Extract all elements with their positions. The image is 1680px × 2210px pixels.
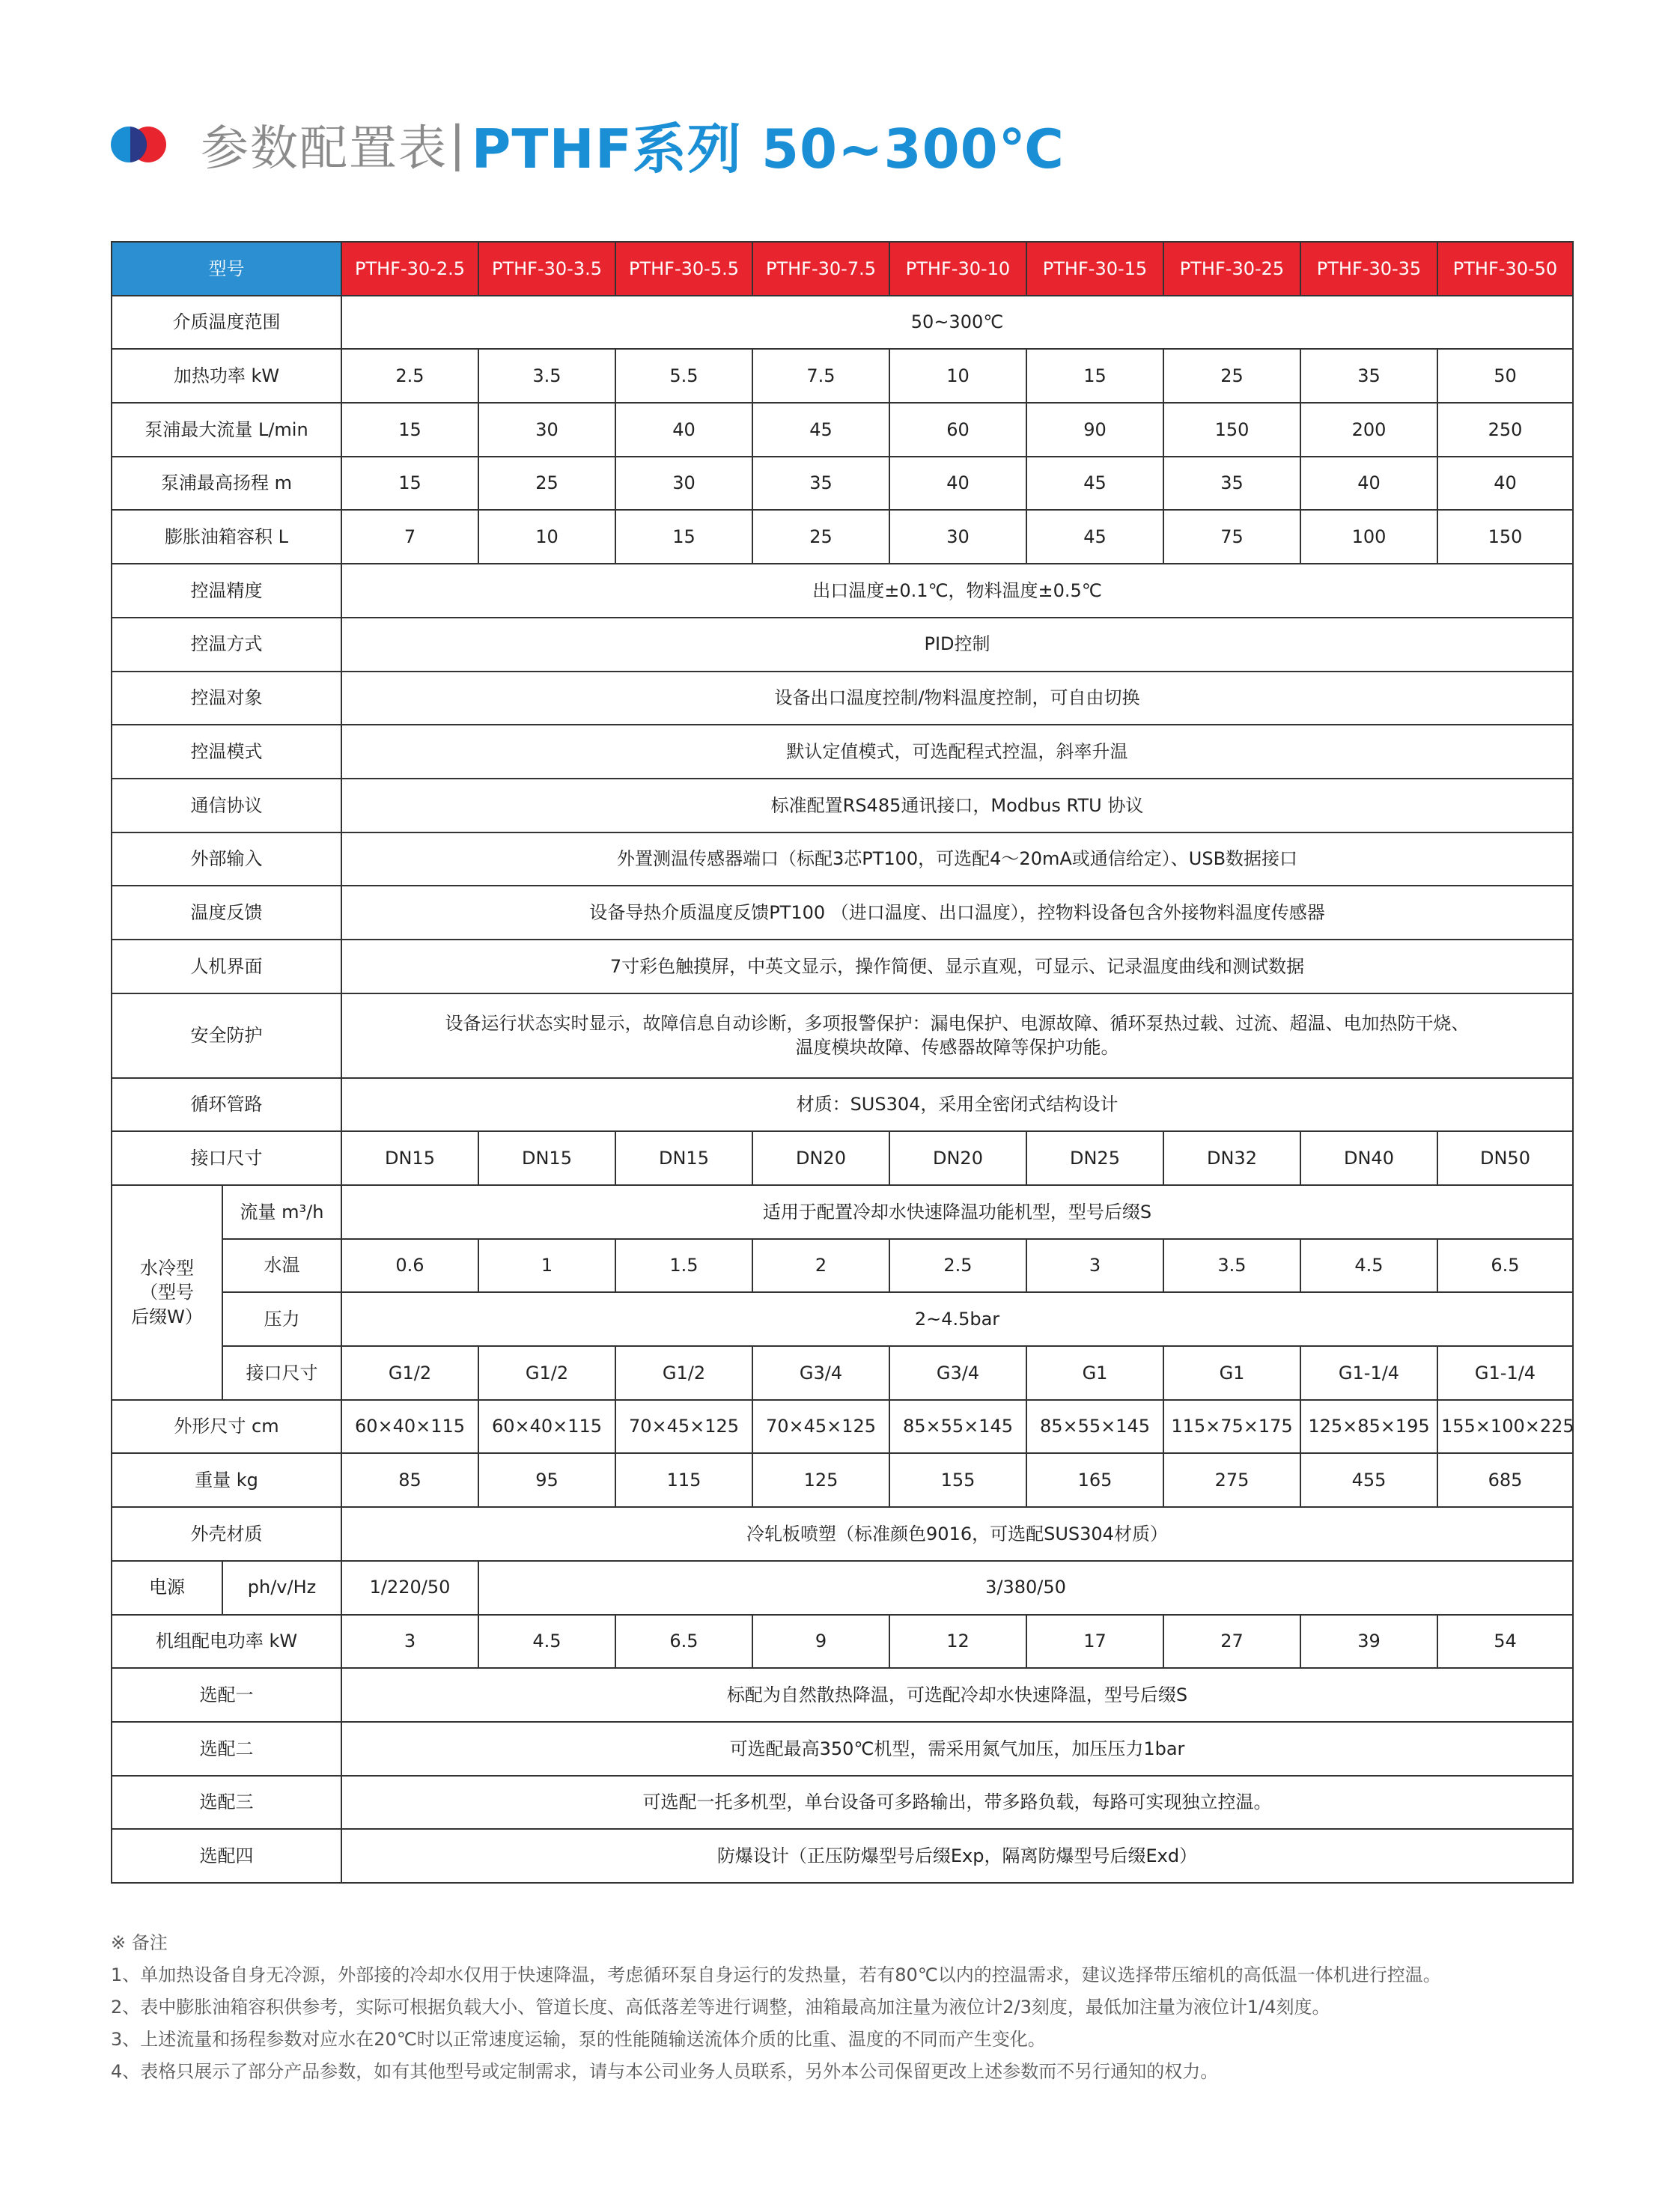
table-cell: G1/2 [615,1346,752,1400]
table-row [112,1668,1573,1722]
table-row [112,1292,1573,1346]
table-cell: 3 [1026,1239,1163,1293]
water-cooled-line-3: 后缀W） [131,1306,203,1327]
row-value: 出口温度±0.1℃，物料温度±0.5℃ [341,564,1573,618]
row-label: 机组配电功率 kW [112,1615,341,1669]
row-value: 设备出口温度控制/物料温度控制，可自由切换 [341,672,1573,725]
table-cell: 6.5 [1437,1239,1573,1293]
row-value: 默认定值模式，可选配程式控温，斜率升温 [341,725,1573,779]
table-cell: 115×75×175 [1163,1400,1300,1454]
table-cell: 15 [341,457,478,511]
table-row [112,1615,1573,1669]
row-label: 通信协议 [112,779,341,832]
table-row [112,886,1573,940]
table-cell: 455 [1300,1453,1437,1507]
table-cell: 2 [752,1239,889,1293]
row-label: 接口尺寸 [112,1131,341,1185]
table-cell: 5.5 [615,349,752,403]
table-cell: 275 [1163,1453,1300,1507]
row-label: 控温方式 [112,618,341,672]
table-cell: 85×55×145 [1026,1400,1163,1454]
safety-line-1: 设备运行状态实时显示，故障信息自动诊断，多项报警保护：漏电保护、电源故障、循环泵热过载、过流、超温、电加热防干烧、 [445,1012,1470,1034]
table-cell: 30 [478,403,615,457]
table-cell: 60 [889,403,1026,457]
table-cell: 1 [478,1239,615,1293]
table-cell: 2.5 [889,1239,1026,1293]
row-value [341,993,1573,1078]
row-label: 控温模式 [112,725,341,779]
table-cell: 2.5 [341,349,478,403]
table-cell: 35 [1163,457,1300,511]
table-cell: 3.5 [1163,1239,1300,1293]
table-cell: DN20 [889,1131,1026,1185]
row-value: PID控制 [341,618,1573,672]
table-cell: DN20 [752,1131,889,1185]
table-cell: G3/4 [752,1346,889,1400]
table-cell: 50 [1437,349,1573,403]
table-cell: 250 [1437,403,1573,457]
table-row [112,1561,1573,1615]
table-cell: 3 [341,1615,478,1669]
table-cell: DN25 [1026,1131,1163,1185]
row-label: 介质温度范围 [112,296,341,350]
table-cell: DN15 [341,1131,478,1185]
row-label: 泵浦最大流量 L/min [112,403,341,457]
table-cell: 7 [341,510,478,564]
note-item: 1、单加热设备自身无冷源，外部接的冷却水仅用于快速降温，考虑循环泵自身运行的发热量，若有80℃以内的控温需求，建议选择带压缩机的高低温一体机进行控温。 [111,1964,1441,1985]
table-cell: 12 [889,1615,1026,1669]
table-row [112,1078,1573,1132]
table-cell: 35 [1300,349,1437,403]
table-cell: 125×85×195 [1300,1400,1437,1454]
table-cell: 40 [1300,457,1437,511]
table-row [112,618,1573,672]
sub-label: 接口尺寸 [222,1346,341,1400]
table-cell: 90 [1026,403,1163,457]
table-cell: 25 [752,510,889,564]
table-cell: 70×45×125 [752,1400,889,1454]
title-light: 参数配置表 [201,121,448,177]
row-value: 材质：SUS304，采用全密闭式结构设计 [341,1078,1573,1132]
model-cell: PTHF-30-15 [1026,242,1163,296]
table-cell: 40 [615,403,752,457]
row-label: 膨胀油箱容积 L [112,510,341,564]
table-cell: 100 [1300,510,1437,564]
model-cell: PTHF-30-2.5 [341,242,478,296]
row-value: 标配为自然散热降温，可选配冷却水快速降温，型号后缀S [341,1668,1573,1722]
row-label: 选配一 [112,1668,341,1722]
table-cell: 200 [1300,403,1437,457]
table-cell: 1/220/50 [341,1561,478,1615]
row-value: 标准配置RS485通讯接口，Modbus RTU 协议 [341,779,1573,832]
row-label: 外形尺寸 cm [112,1400,341,1454]
model-cell: PTHF-30-3.5 [478,242,615,296]
table-row [112,1400,1573,1454]
table-cell: 10 [889,349,1026,403]
table-row [112,296,1573,350]
sub-label: ph/v/Hz [222,1561,341,1615]
table-row [112,564,1573,618]
table-cell: 115 [615,1453,752,1507]
table-row [112,349,1573,403]
table-cell: 15 [1026,349,1163,403]
safety-line-2: 温度模块故障、传感器故障等保护功能。 [795,1037,1119,1059]
table-cell: 9 [752,1615,889,1669]
row-label: 选配四 [112,1829,341,1883]
table-cell: 0.6 [341,1239,478,1293]
table-cell: 125 [752,1453,889,1507]
table-cell: 54 [1437,1615,1573,1669]
table-cell: DN32 [1163,1131,1300,1185]
table-cell: 25 [478,457,615,511]
sub-label: 流量 m³/h [222,1185,341,1239]
row-label: 重量 kg [112,1453,341,1507]
row-label: 外部输入 [112,832,341,886]
table-cell: 60×40×115 [341,1400,478,1454]
row-value: 冷轧板喷塑（标准颜色9016，可选配SUS304材质） [341,1507,1573,1561]
water-cooled-label [112,1185,222,1400]
table-cell: 70×45×125 [615,1400,752,1454]
water-cooled-line-2: （型号 [140,1282,194,1303]
table-row [112,1722,1573,1776]
table-cell: 10 [478,510,615,564]
table-cell: 35 [752,457,889,511]
table-cell: 15 [341,403,478,457]
table-row [112,1346,1573,1400]
table-cell: 40 [889,457,1026,511]
table-row [112,993,1573,1078]
table-cell: 150 [1163,403,1300,457]
note-item: 3、上述流量和扬程参数对应水在20℃时以正常速度运输，泵的性能随输送流体介质的比重、温度的不同而产生变化。 [111,2029,1046,2050]
table-cell: 30 [889,510,1026,564]
table-cell: DN15 [615,1131,752,1185]
table-row [112,940,1573,993]
model-cell: PTHF-30-7.5 [752,242,889,296]
table-cell: 685 [1437,1453,1573,1507]
notes [111,1927,1578,2088]
row-value: 50~300℃ [341,296,1573,350]
row-value: 适用于配置冷却水快速降温功能机型，型号后缀S [341,1185,1573,1239]
table-cell: DN50 [1437,1131,1573,1185]
table-cell: 85 [341,1453,478,1507]
table-cell: 6.5 [615,1615,752,1669]
sub-label: 水温 [222,1239,341,1293]
table-row [112,403,1573,457]
sub-label: 压力 [222,1292,341,1346]
table-cell: G1/2 [341,1346,478,1400]
table-cell: 27 [1163,1615,1300,1669]
table-cell: 165 [1026,1453,1163,1507]
table-cell: G3/4 [889,1346,1026,1400]
model-cell: PTHF-30-25 [1163,242,1300,296]
table-cell: 1.5 [615,1239,752,1293]
table-cell: 3.5 [478,349,615,403]
table-cell: 95 [478,1453,615,1507]
row-value: 设备导热介质温度反馈PT100 （进口温度、出口温度），控物料设备包含外接物料温度传感器 [341,886,1573,940]
table-cell: 40 [1437,457,1573,511]
table-cell: G1 [1026,1346,1163,1400]
model-cell: PTHF-30-50 [1437,242,1573,296]
table-cell: DN15 [478,1131,615,1185]
row-label: 选配三 [112,1776,341,1830]
table-cell: 4.5 [478,1615,615,1669]
table-row [112,1239,1573,1293]
table-row [112,1776,1573,1830]
table-cell: G1-1/4 [1437,1346,1573,1400]
model-cell: PTHF-30-5.5 [615,242,752,296]
table-row [112,1453,1573,1507]
brand-logo-icon [111,124,171,165]
table-cell: G1/2 [478,1346,615,1400]
row-value: 3/380/50 [478,1561,1573,1615]
row-label: 控温对象 [112,672,341,725]
table-cell: 155 [889,1453,1026,1507]
row-label: 人机界面 [112,940,341,993]
note-item: 4、表格只展示了部分产品参数，如有其他型号或定制需求，请与本公司业务人员联系，另外本公司保留更改上述参数而不另行通知的权力。 [111,2061,1219,2082]
table-cell: 75 [1163,510,1300,564]
row-label: 温度反馈 [112,886,341,940]
table-row [112,1507,1573,1561]
model-cell: PTHF-30-10 [889,242,1026,296]
spec-table [111,241,1574,1884]
row-value: 防爆设计（正压防爆型号后缀Exp，隔离防爆型号后缀Exd） [341,1829,1573,1883]
table-row [112,1829,1573,1883]
water-cooled-line-1: 水冷型 [140,1257,194,1279]
table-cell: 30 [615,457,752,511]
table-row [112,725,1573,779]
row-label: 安全防护 [112,993,341,1078]
table-cell: 45 [1026,510,1163,564]
series-title: PTHF系列 50~300℃ [471,118,1065,180]
row-value: 2~4.5bar [341,1292,1573,1346]
table-row [112,510,1573,564]
row-label: 选配二 [112,1722,341,1776]
table-cell: 60×40×115 [478,1400,615,1454]
model-header: 型号 [112,242,341,296]
table-row [112,457,1573,511]
table-cell: G1 [1163,1346,1300,1400]
row-label: 外壳材质 [112,1507,341,1561]
row-label: 泵浦最高扬程 m [112,457,341,511]
row-value: 外置测温传感器端口（标配3芯PT100，可选配4～20mA或通信给定）、USB数据接口 [341,832,1573,886]
table-cell: 17 [1026,1615,1163,1669]
table-cell: 39 [1300,1615,1437,1669]
table-cell: G1-1/4 [1300,1346,1437,1400]
table-cell: 15 [615,510,752,564]
table-row [112,672,1573,725]
row-label: 控温精度 [112,564,341,618]
table-row [112,779,1573,832]
page-header [111,111,1065,178]
row-label: 电源 [112,1561,222,1615]
notes-title: ※ 备注 [111,1932,168,1953]
table-cell: 7.5 [752,349,889,403]
row-value: 7寸彩色触摸屏，中英文显示，操作简便、显示直观，可显示、记录温度曲线和测试数据 [341,940,1573,993]
table-row [112,832,1573,886]
header-row [112,242,1573,296]
table-cell: DN40 [1300,1131,1437,1185]
note-item: 2、表中膨胀油箱容积供参考，实际可根据负载大小、管道长度、高低落差等进行调整，油箱最高加注量为液位计2/3刻度，最低加注量为液位计1/4刻度。 [111,1997,1330,2018]
row-value: 可选配最高350℃机型，需采用氮气加压，加压压力1bar [341,1722,1573,1776]
row-label: 循环管路 [112,1078,341,1132]
table-cell: 85×55×145 [889,1400,1026,1454]
row-value: 可选配一托多机型，单台设备可多路输出，带多路负载，每路可实现独立控温。 [341,1776,1573,1830]
table-row [112,1185,1573,1239]
table-cell: 155×100×225 [1437,1400,1573,1454]
table-cell: 45 [752,403,889,457]
table-row [112,1131,1573,1185]
table-cell: 45 [1026,457,1163,511]
table-cell: 4.5 [1300,1239,1437,1293]
row-label: 加热功率 kW [112,349,341,403]
title-separator: | [449,117,466,172]
table-cell: 150 [1437,510,1573,564]
model-cell: PTHF-30-35 [1300,242,1437,296]
table-cell: 25 [1163,349,1300,403]
